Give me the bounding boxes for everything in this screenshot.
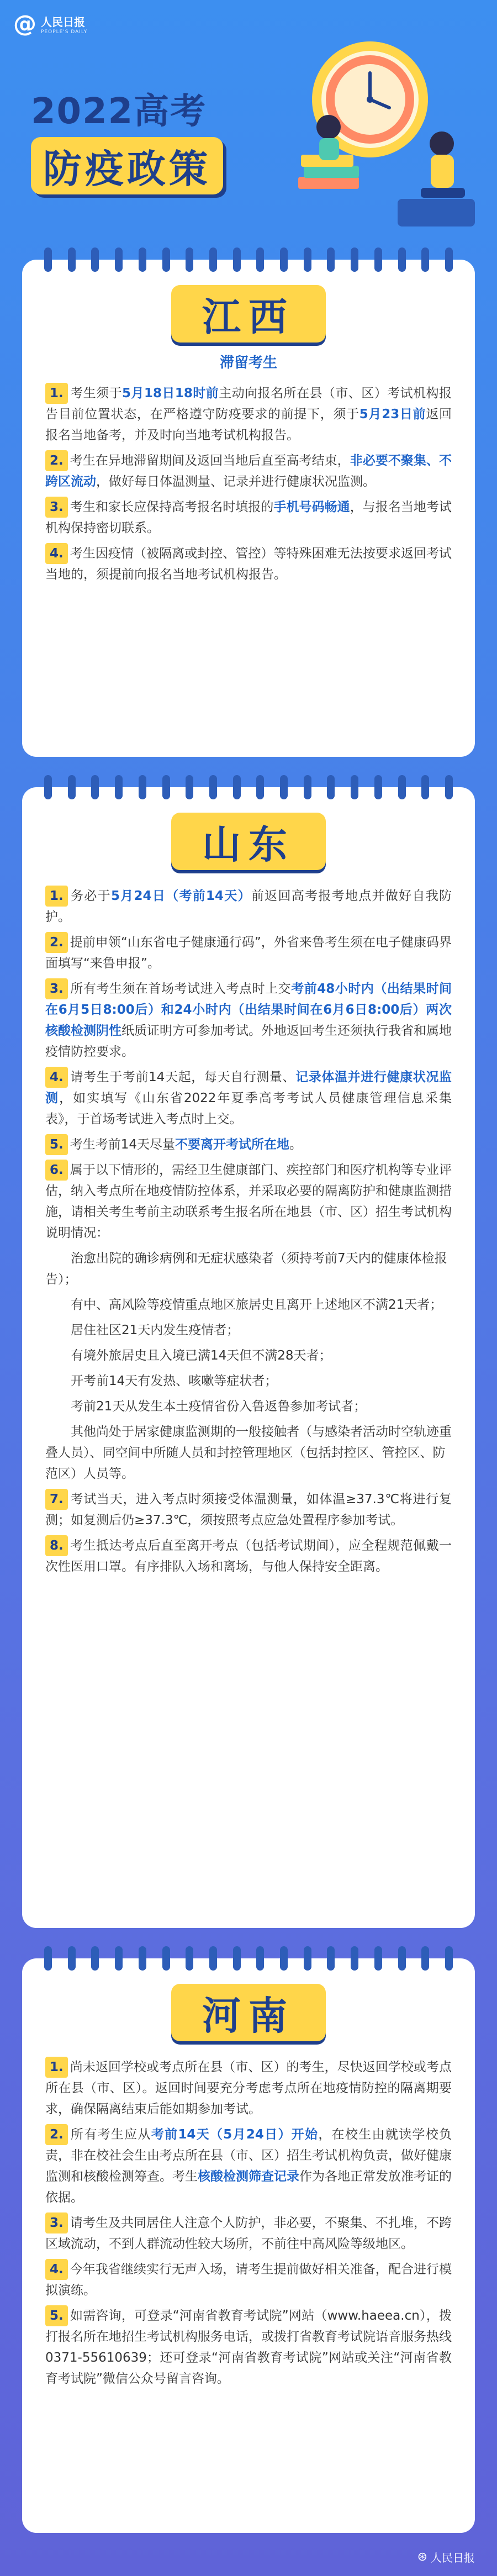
policy-item bbox=[45, 2057, 452, 2120]
item-text: 考生须于 bbox=[70, 386, 123, 401]
item-text: 如需咨询，可登录“河南省教育考试院”网站（www.haeea.cn），拨打报名所在地招生考试机构服务电话，或拨打省教育考试院语音服务热线0371-55610639；还可登录“河南省教育考试院”网站或关注“河南省教育考试院”微信公众号留言咨询。 bbox=[45, 2309, 452, 2386]
binder-rings bbox=[44, 1946, 453, 1971]
sub-item-list bbox=[45, 1248, 452, 1484]
logo-at: @ bbox=[13, 10, 36, 37]
item-number: 5. bbox=[45, 1134, 68, 1155]
policy-item bbox=[45, 1067, 452, 1130]
weibo-icon: ⊛ bbox=[417, 2550, 427, 2564]
item-number: 4. bbox=[45, 1067, 68, 1088]
item-number: 1. bbox=[45, 2057, 68, 2078]
policy-item bbox=[45, 497, 452, 539]
item-number: 2. bbox=[45, 450, 68, 471]
policy-item bbox=[45, 2305, 452, 2389]
item-list bbox=[45, 2057, 452, 2389]
item-text: 属于以下情形的，需经卫生健康部门、疾控部门和医疗机构等专业评估，纳入考点所在地疫情防控体系，并采取必要的隔离防护和健康监测措施，请相关考生考前主动联系考生报名所在地县（市、区）招生考试机构说明情况： bbox=[45, 1163, 452, 1240]
highlight-text: 5月18日18时前 bbox=[122, 386, 219, 401]
item-text: 考试当天，进入考点时须接受体温测量，如体温≥37.3℃将进行复测；如复测后仍≥37.3℃，须按照考点应急处置程序参加考试。 bbox=[45, 1492, 452, 1527]
region-subtitle: 滞留考生 bbox=[219, 355, 277, 371]
item-text: 作为各地正常发放准考证的依据。 bbox=[45, 2169, 452, 2205]
binder-rings bbox=[44, 247, 453, 272]
item-text: 。 bbox=[289, 1137, 303, 1152]
policy-item bbox=[45, 543, 452, 585]
item-text: 今年我省继续实行无声入场，请考生提前做好相关准备，配合进行模拟演练。 bbox=[45, 2262, 452, 2298]
highlight-text: 5月24日（考前14天） bbox=[110, 889, 251, 903]
highlight-text: 考前48小时内（出结果时间在6月5日8:00后）和24小时内（出结果时间在6月6日8:00后）两次核酸检测阴性 bbox=[45, 982, 452, 1038]
region-title: 江西 bbox=[171, 285, 326, 343]
header bbox=[0, 0, 497, 243]
item-number: 7. bbox=[45, 1489, 68, 1510]
section-card-jiangxi bbox=[22, 260, 475, 757]
item-text: 请考生于考前14天起，每天自行测量、 bbox=[70, 1070, 296, 1084]
region-title: 河南 bbox=[171, 1984, 326, 2041]
people-illustration bbox=[276, 33, 486, 232]
highlight-text: 考前14天（5月24日）开始 bbox=[151, 2127, 319, 2142]
sub-item: 考前21天从发生本土疫情省份入鲁返鲁参加考试者； bbox=[71, 1399, 367, 1414]
item-text: 考生在异地滞留期间及返回当地后直至高考结束， bbox=[70, 454, 350, 468]
logo-en: PEOPLE'S DAILY bbox=[41, 29, 88, 35]
item-number: 1. bbox=[45, 886, 68, 907]
footer-mark-text: 人民日报 bbox=[431, 2551, 475, 2564]
item-text: 考生考前14天尽量 bbox=[70, 1137, 176, 1152]
item-number: 2. bbox=[45, 2124, 68, 2145]
logo bbox=[13, 12, 87, 35]
sub-item: 有境外旅居史且入境已满14天但不满28天者； bbox=[71, 1348, 332, 1363]
policy-item bbox=[45, 1535, 452, 1577]
item-text: 务必于 bbox=[70, 889, 111, 903]
highlight-text: 核酸检测筛查记录 bbox=[198, 2169, 299, 2184]
item-text: 返回报名当地备考，并及时向当地考试机构报告。 bbox=[45, 407, 452, 442]
item-list bbox=[45, 383, 452, 585]
item-number: 3. bbox=[45, 978, 68, 999]
highlight-text: 不要离开考试所在地 bbox=[175, 1137, 290, 1152]
item-text: ，与报名当地考试机构保持密切联系。 bbox=[45, 500, 452, 535]
region-title: 山东 bbox=[171, 813, 326, 870]
item-number: 1. bbox=[45, 383, 68, 404]
policy-item bbox=[45, 932, 452, 974]
sub-item: 其他尚处于居家健康监测期的一般接触者（与感染者活动时空轨迹重叠人员）、同空间中所随人员和封控管理地区（包括封控区、管控区、防范区）人员等。 bbox=[45, 1425, 452, 1481]
highlight-text: 非必要不聚集、不跨区流动 bbox=[45, 454, 452, 489]
highlight-text: 5月23日前 bbox=[359, 407, 426, 422]
logo-cn: 人民日报 bbox=[41, 15, 85, 29]
policy-item bbox=[45, 383, 452, 446]
item-text: 所有考生须在首场考试进入考点时上交 bbox=[70, 982, 292, 996]
policy-item bbox=[45, 2259, 452, 2301]
item-text: 尚未返回学校或考点所在县（市、区）的考生，尽快返回学校或考点所在县（市、区）。返回时间要充分考虑考点所在地疫情防控的隔离期要求，确保隔离结束后能如期参加考试。 bbox=[45, 2060, 452, 2116]
footer-watermark bbox=[417, 2549, 475, 2565]
item-text: 纸质证明方可参加考试。外地返回考生还须执行我省和属地疫情防控要求。 bbox=[45, 1024, 452, 1059]
item-number: 6. bbox=[45, 1160, 68, 1181]
sub-item: 有中、高风险等疫情重点地区旅居史且离开上述地区不满21天者； bbox=[71, 1298, 443, 1312]
page-title-policy: 防疫政策 bbox=[31, 137, 223, 194]
item-number: 2. bbox=[45, 932, 68, 953]
policy-item bbox=[45, 2212, 452, 2254]
page-title-year: 2022高考 bbox=[31, 91, 207, 132]
item-number: 4. bbox=[45, 543, 68, 564]
item-text: 主动向报名所在县（市、区）考试机构报告目前位置状态，在严格遵守防疫要求的前提下，须于 bbox=[45, 386, 452, 422]
section-card-shandong bbox=[22, 787, 475, 1928]
policy-item bbox=[45, 1489, 452, 1531]
item-number: 5. bbox=[45, 2305, 68, 2326]
binder-rings bbox=[44, 775, 453, 799]
item-text: 提前申领“山东省电子健康通行码”，外省来鲁考生须在电子健康码界面填写“来鲁申报”。 bbox=[45, 935, 452, 971]
highlight-text: 手机号码畅通 bbox=[273, 500, 350, 514]
policy-item bbox=[45, 886, 452, 928]
sub-item: 开考前14天有发热、咳嗽等症状者； bbox=[71, 1374, 278, 1388]
policy-item bbox=[45, 1160, 452, 1244]
policy-item bbox=[45, 2124, 452, 2208]
item-text: 考生和家长应保持高考报名时填报的 bbox=[70, 500, 274, 514]
item-text: 前返回高考报考地点并做好自我防护。 bbox=[45, 889, 452, 924]
section-card-henan bbox=[22, 1958, 475, 2533]
policy-item bbox=[45, 1134, 452, 1155]
item-number: 4. bbox=[45, 2259, 68, 2280]
item-number: 3. bbox=[45, 2212, 68, 2233]
item-text: 考生因疫情（被隔离或封控、管控）等特殊困难无法按要求返回考试当地的，须提前向报名当地考试机构报告。 bbox=[45, 546, 452, 582]
item-text: 请考生及共同居住人注意个人防护，非必要，不聚集、不扎堆，不跨区域流动，不到人群流动性较大场所，不前往中高风险等级地区。 bbox=[45, 2216, 452, 2251]
highlight-text: 记录体温并进行健康状况监测 bbox=[45, 1070, 452, 1105]
item-text: 所有考生应从 bbox=[70, 2127, 151, 2142]
sub-item: 居住社区21天内发生疫情者； bbox=[71, 1323, 240, 1337]
item-number: 8. bbox=[45, 1535, 68, 1556]
item-text: ，做好每日体温测量、记录并进行健康状况监测。 bbox=[96, 475, 376, 489]
item-number: 3. bbox=[45, 497, 68, 518]
item-text: 考生抵达考点后直至离开考点（包括考试期间），应全程规范佩戴一次性医用口罩。有序排队入场和离场，与他人保持安全距离。 bbox=[45, 1539, 452, 1574]
item-list bbox=[45, 886, 452, 1244]
sub-item: 治愈出院的确诊病例和无症状感染者（须持考前7天内的健康体检报告）； bbox=[45, 1251, 447, 1287]
item-text: ，如实填写《山东省2022年夏季高考考试人员健康管理信息采集表》，于首场考试进入考点时上交。 bbox=[45, 1091, 452, 1126]
item-text: ，在校生由就读学校负责，非在校社会生由考点所在县（市、区）招生考试机构负责，做好健康监测和核酸检测筹查。考生 bbox=[45, 2127, 452, 2184]
item-list bbox=[45, 1489, 452, 1577]
policy-item bbox=[45, 978, 452, 1062]
policy-item bbox=[45, 450, 452, 492]
